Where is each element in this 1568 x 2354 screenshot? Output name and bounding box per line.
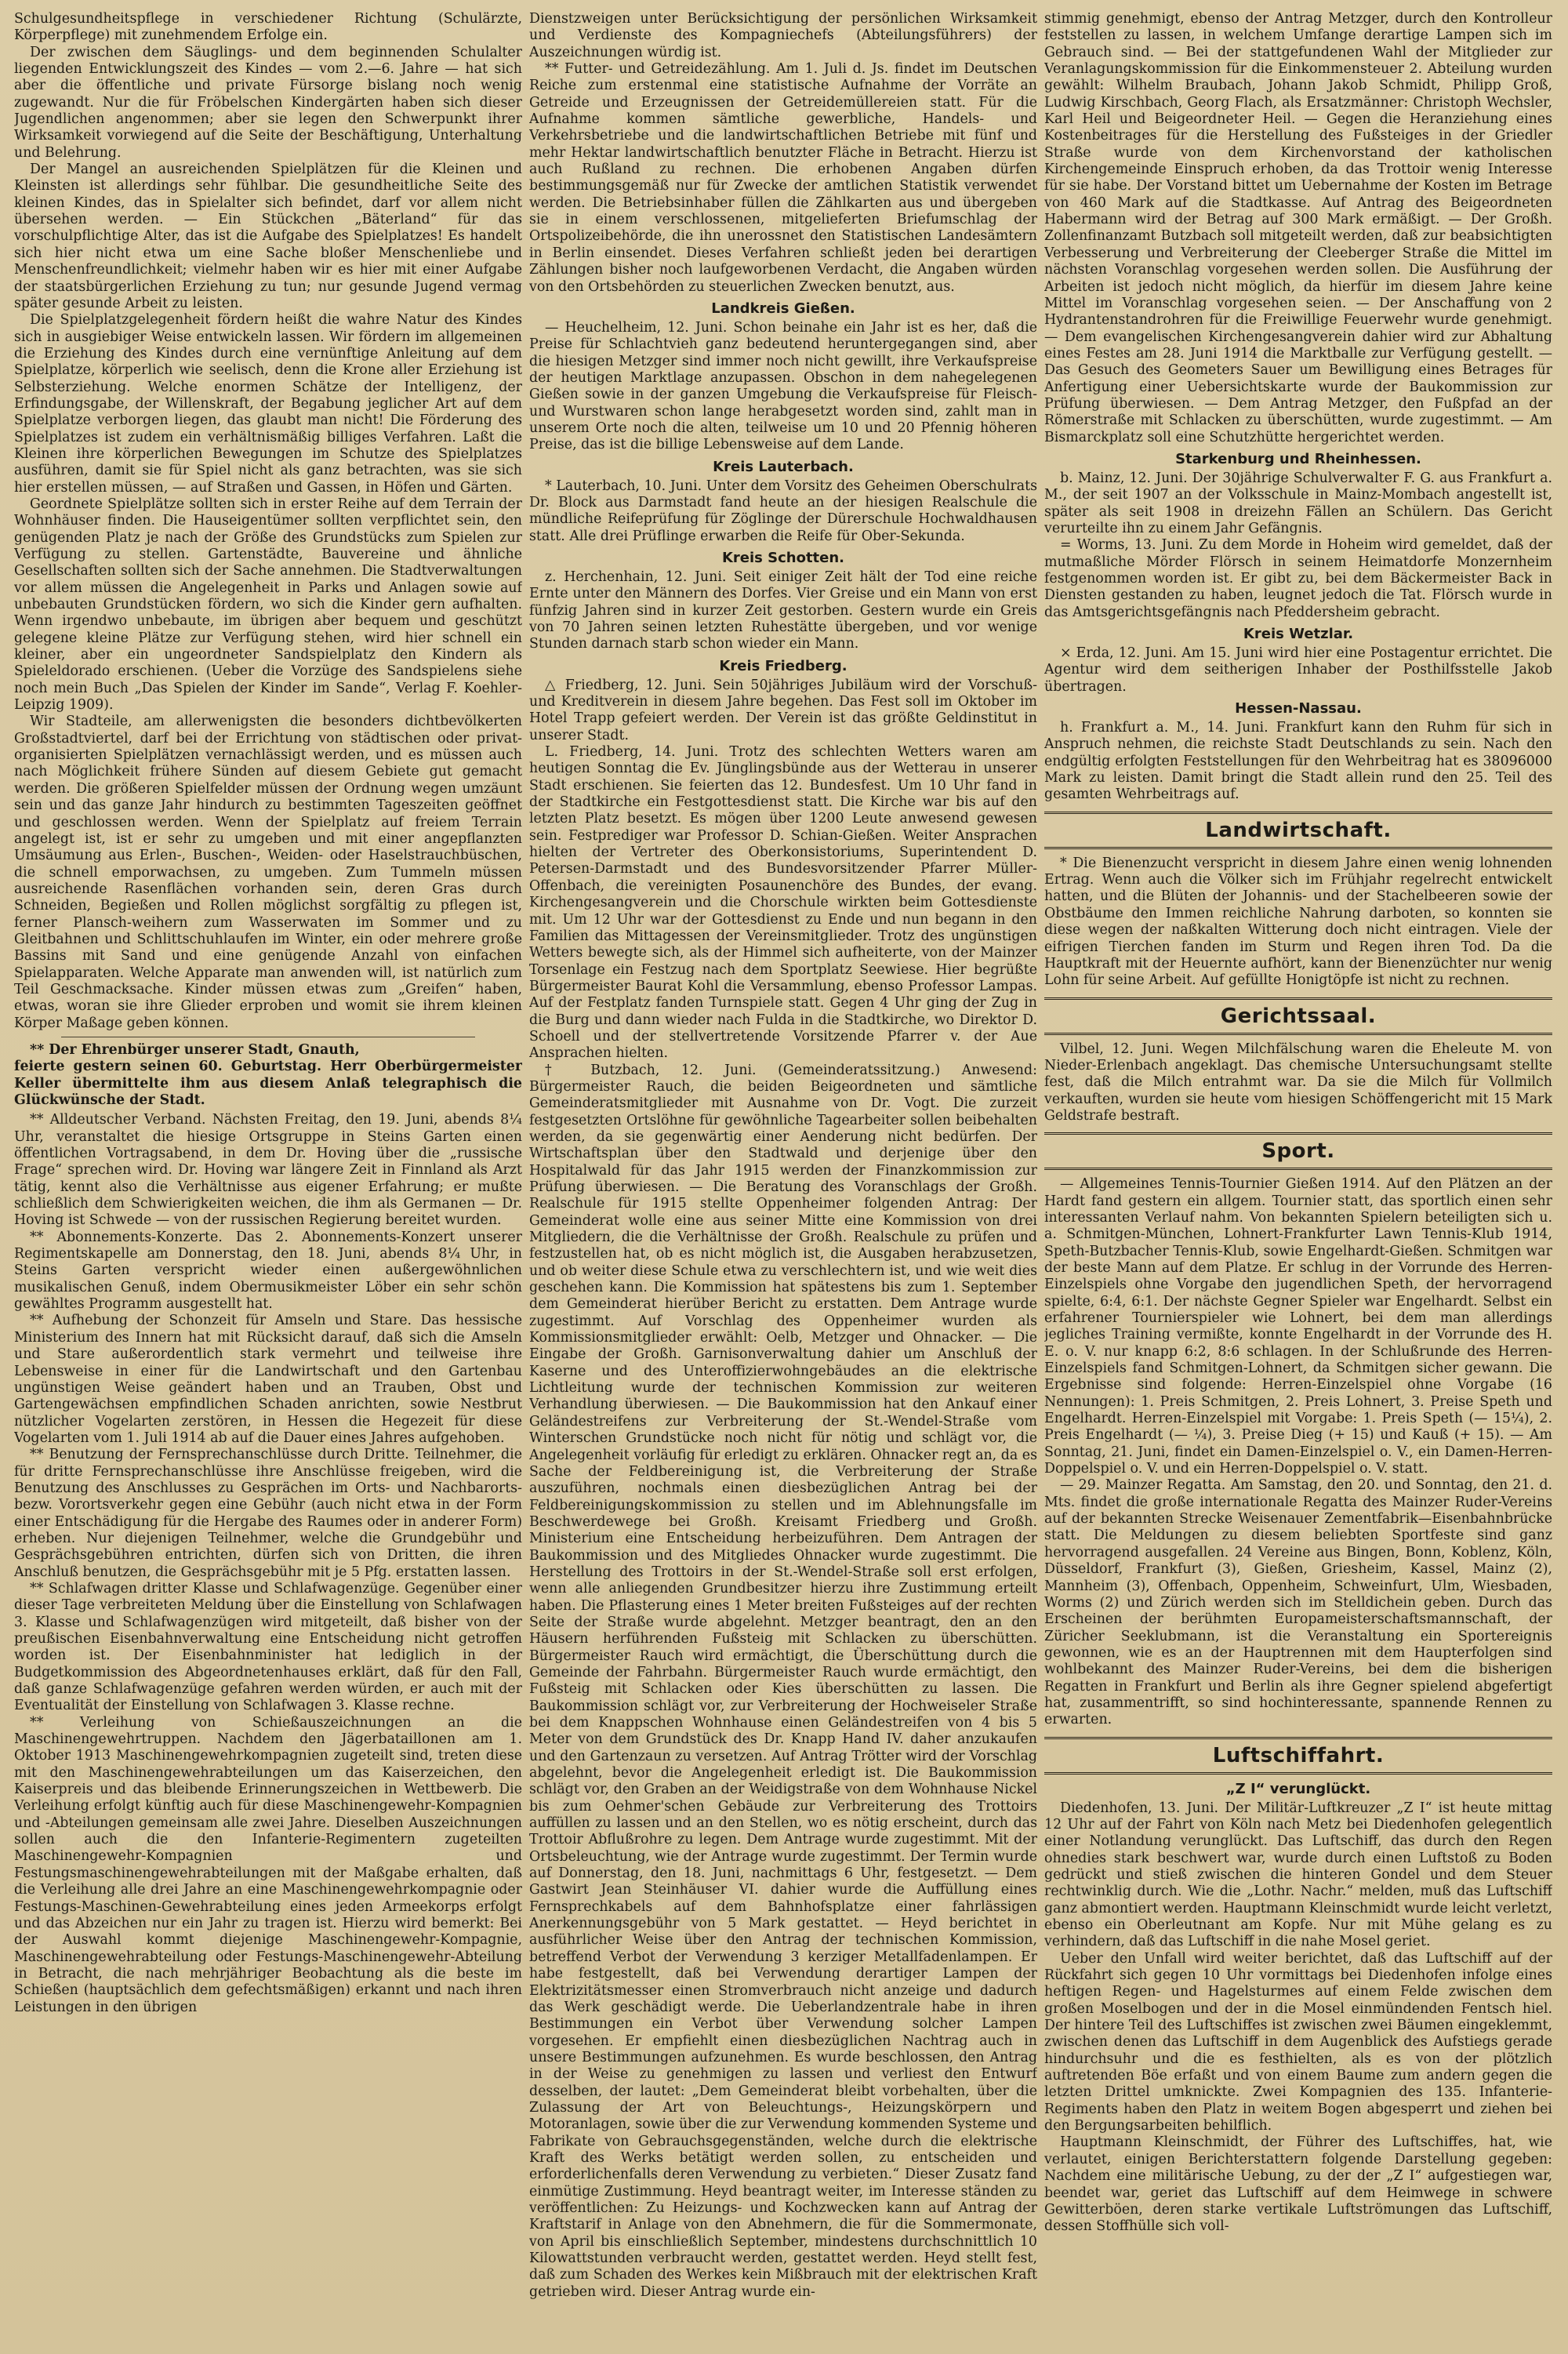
news-item: × Erda, 12. Juni. Am 15. Juni wird hier eine Postagentur errichtet. Die Agentur wird dem seitherigen Inhaber der Posthilfsstelle Jakob übertragen. [1044,645,1552,695]
article-paragraph: Die Spielplatzgelegenheit fördern heißt die wahre Natur des Kindes sich in ausgiebiger Weise entwickeln lassen. Wir fördern im allgemeinen die Erziehung des Kindes durch eine vernünftige Anleitung auf dem Spielplatze, körperlich wie seelisch, denn die Krone aller Erziehung ist Selbsterziehung. Welche enormen Schätze der Intelligenz, der Erfindungsgabe, der Willenskraft, der Begabung jeglicher Art auf dem Spielplatze verborgen liegen, das glaubt man nicht! Die Förderung des Spielplatzes ist zudem ein verhältnismäßig billiges Verfahren. Laßt die Kleinen ihre körperlichen Bewegungen im Schutze des Spielplatzes ausführen, damit sie für Spiel nicht als ganz betrachten, was sie sich hier erstellen müssen, — auf Straßen und Gassen, in Höfen und Gärten. [14,312,522,496]
news-item: ** Benutzung der Fernsprechanschlüsse durch Dritte. Teilnehmer, die für dritte Fernsprechanschlüsse ihre Anschlüsse freigeben, wird die Benutzung des Anschlusses zu Gesprächen im Orts- und Nachbarorts- bezw. Vorortsverkehr gegen eine Gebühr (auch nicht etwa in der Form einer Entschädigung für die Hergabe des Raumes oder in anderer Form) erheben. Nur diejenigen Teilnehmer, welche die Grundgebühr und Gesprächsgebühren entrichten, dürfen sich von Dritten, die ihren Anschluß benutzen, die Gesprächsgebühr mit je 5 Pfg. erstatten lassen. [14,1447,522,1580]
news-item: † Butzbach, 12. Juni. (Gemeinderatssitzung.) Anwesend: Bürgermeister Rauch, die beiden Beigeordneten und sämtliche Gemeinderatsmitglieder mit Ausnahme von Dr. Vogt. Die zurzeit festgesetzten Ortslöhne für gewöhnliche Tagearbeiter sollen beibehalten werden, da sie gegenwärtig einer Aenderung nicht bedürfen. Der Wirtschaftsplan über den Stadtwald und derjenige über den Hospitalwald für das Jahr 1915 werden der Finanzkommission zur Prüfung überwiesen. — Die Beratung des Voranschlags der Großh. Realschule für 1915 stellte Oppenheimer folgenden Antrag: Der Gemeinderat wolle eine aus seiner Mitte eine Kommission von drei Mitgliedern, die die Verhältnisse der Großh. Realschule zu prüfen und festzustellen hat, ob es nicht möglich ist, die Ausgaben herabzusetzen, und ob weiter diese Schule etwa zu verschlechtern ist, und wie weit dies geschehen kann. Die Kommission hat spätestens bis zum 1. September dem Gemeinderat hierüber Bericht zu erstatten. Dem Antrage wurde zugestimmt. Auf Vorschlag des Oppenheimer wurden als Kommissionsmitglieder erwählt: Oelb, Metzger und Ohnacker. — Die Eingabe der Großh. Garnisonverwaltung dahier um Anschluß der Kaserne und des Unteroffizierwohngebäudes an die elektrische Lichtleitung wurde der technischen Kommission zur weiteren Verhandlung überwiesen. — Die Baukommission hat den Ankauf einer Geländestreifens zur Verbreiterung der St.-Wendel-Straße vom Winterschen Grundstücke noch nicht für nötig und schlägt vor, die Angelegenheit vorläufig für erledigt zu erklären. Ohnacker regt an, da es Sache der Feldbereinigung ist, die Verbreiterung der Straße auszuführen, nochmals einen diesbezüglichen Antrag bei der Feldbereinigungskommission zu stellen und im Ablehnungsfalle im Beschwerdewege bei Großh. Kreisamt Friedberg und Großh. Ministerium eine Entscheidung herbeizuführen. Dem Antragen der Baukommission und des Mitgliedes Ohnacker wurde zugestimmt. Die Herstellung des Trottoirs in der St.-Wendel-Straße soll erst erfolgen, wenn alle anliegenden Grundbesitzer hierzu ihre Zustimmung erteilt haben. Die Pflasterung eines 1 Meter breiten Fußsteiges auf der rechten Seite der Straße wurde abgelehnt. Metzger beantragt, den an den Häusern herführenden Fußsteig mit Schlacken zu überschütten. Bürgermeister Rauch wird ermächtigt, die Überschüttung durch die Gemeinde der Fahrbahn. Bürgermeister Rauch wurde ermächtigt, den Fußsteig mit Schlacken oder Kies überschütten zu lassen. Die Baukommission schlägt vor, zur Verbreiterung der Hochweiseler Straße bei dem Knappschen Wohnhause einen Geländestreifen von 4 bis 5 Meter von dem Grundstück des Dr. Knapp Hand IV. daher anzukaufen und den Gartenzaun zu versetzen. Auf Antrag Trötter wird der Vorschlag abgelehnt, bevor die Angelegenheit erledigt ist. Die Baukommission schlägt vor, den Graben an der Weidigstraße von dem Wohnhause Nickel bis zum Oehmer'schen Gebäude zur Verbreiterung des Trottoirs auffüllen zu lassen und an den Stellen, wo es nötig erscheint, durch das Trottoir Abflußrohre zu legen. Dem Antrage wurde zugestimmt. Mit der Ortsbeleuchtung, wie der Antrage wurde zugestimmt. Der Termin wurde auf Donnerstag, den 18. Juni, nachmittags 6 Uhr, festgesetzt. — Dem Gastwirt Jean Steinhäuser VI. dahier wurde die Auffüllung eines Fernsprechkabels auf dem Bahnhofsplatze einer fahrlässigen Anerkennungsgebühr von 5 Mark gestattet. — Heyd berichtet in ausführlicher Weise über den Antrag der technischen Kommission, betreffend Verbot der Verwendung 3 kerziger Metallfadenlampen. Er habe festgestellt, daß bei Verwendung derartiger Lampen der Elektrizitätsmesser einen Stromverbrauch nicht anzeige und dadurch das Werk geschädigt werde. Die Ueberlandzentrale habe in ihren Bestimmungen ein Verbot über Verwendung solcher Lampen vorgesehen. Er empfiehlt einen diesbezüglichen Nachtrag auch in unsere Bestimmungen aufzunehmen. Es wurde beschlossen, den Antrag in der Weise zu genehmigen zu lassen und verliest den Entwurf desselben, der lautet: „Dem Gemeinderat bleibt vorbehalten, über die Zulassung der Art von Beleuchtungs-, Heizungskörpern und Motoranlagen, sowie über die zur Verwendung kommenden Systeme und Fabrikate von Gebrauchsgegenständen, welche durch die elektrische Kraft des Werks betätigt werden sollen, zu entscheiden und erforderlichenfalls deren Verwendung zu verbieten.“ Dieser Zusatz fand einmütige Zustimmung. Heyd beantragt weiter, im Interesse ständen zu veröffentlichen: Zu Heizungs- und Kochzwecken kann auf Antrag der Kraftstarif in Anlage von den Abnehmern, die für die Sommermonate, von April bis einschließlich September, mindestens durchschnittlich 10 Kilowattstunden verbraucht werden, gestattet werden. Heyd stellt fest, daß zum Schaden des Werkes kein Mißbrauch mit der elektrischen Kraft getrieben wird. Dieser Antrag wurde ein- [529,1062,1037,2300]
district-heading: Starkenburg und Rheinhessen. [1175,450,1421,467]
news-item: ** Abonnements-Konzerte. Das 2. Abonnements-Konzert unserer Regimentskapelle am Donnerstag, den 18. Juni, abends 8¼ Uhr, in Steins Garten verspricht wieder einen außergewöhnlichen musikalischen Genuß, indem Obermusikmeister Löber ein sehr schön gewähltes Programm ausgestellt hat. [14,1229,522,1313]
article-paragraph: Der zwischen dem Säuglings- und dem beginnenden Schulalter liegenden Entwicklungszeit des Kindes — vom 2.—6. Jahre — hat sich aber die öffentliche und private Fürsorge bislang noch wenig zugewandt. Nur die für Fröbelschen Kindergärten haben sich dieser Jugendlichen angenommen; aber sie legen den Schwerpunkt ihrer Wirksamkeit vorwiegend auf die Seite der Beschäftigung, Unterhaltung und Belehrung. [14,44,522,161]
section-box [1044,997,1552,1035]
news-item: * Lauterbach, 10. Juni. Unter dem Vorsitz des Geheimen Oberschulrats Dr. Block aus Darmstadt fand heute an der hiesigen Realschule die mündliche Reifeprüfung für Zöglinge der Dürerschule Hochwaldhausen statt. Alle drei Prüflinge erwarben die Reife für Ober-Sekunda. [529,478,1037,544]
article-paragraph: Schulgesundheitspflege in verschiedener Richtung (Schulärzte, Körperpflege) mit zunehmendem Erfolge ein. [14,11,522,44]
district-heading: Kreis Friedberg. [719,657,848,674]
column-right [1044,11,1552,2340]
news-item: Ueber den Unfall wird weiter berichtet, daß das Luftschiff auf der Rückfahrt sich gegen 10 Uhr vormittags bei Diedenhofen infolge eines heftigen Regen- und Hagelsturmes auf einem Felde zwischen dem großen Moselbogen und der in die Mosel einmündenden Fentsch hiel. Der hintere Teil des Luftschiffes ist zwischen zwei Bäumen eingeklemmt, zwischen denen das Luftschiff in dem Augenblick des Aufstiegs gerade hindurchsuhr und die es festhielten, als es von der plötzlich auftretenden Böe erfaßt und von einem Baume zum andern gegen die letzten Drittel umknickte. Zwei Kompagnien des 135. Infanterie-Regiments haben den Platz in weitem Bogen abgesperrt und ziehen bei den Bergungsarbeiten behilflich. [1044,1950,1552,2134]
news-item: — Heuchelheim, 12. Juni. Schon beinahe ein Jahr ist es her, daß die Preise für Schlachtvieh ganz bedeutend heruntergegangen sind, aber die hiesigen Metzger sind immer noch nicht gewillt, ihre Verkaufspreise der heutigen Marktlage anzupassen. Obschon in dem nahegelegenen Gießen sowie in der ganzen Umgebung die Verkaufspreise für Fleisch- und Wurstwaren schon lange herabgesetzt worden sind, zahlt man in unserem Orte noch die alten, teilweise um 10 und 20 Pfennig höheren Preise, das ist die billige Lebensweise auf dem Lande. [529,319,1037,453]
section-box [1044,1132,1552,1170]
district-heading: Hessen-Nassau. [1235,700,1362,717]
news-item: ** Futter- und Getreidezählung. Am 1. Juli d. Js. findet im Deutschen Reiche zum erstenmal eine statistische Aufnahme der Vorräte an Getreide und Erzeugnissen der Getreidemüllereien statt. Für die Aufnahme kommen sämtliche gewerbliche, Handels- und Verkehrsbetriebe und die landwirtschaftlichen Betriebe mit fünf und mehr Hektar landwirtschaftlich benutzter Fläche in Betracht. Hierzu ist auch Rußland zu rechnen. Die erhobenen Angaben dürfen bestimmungsgemäß nur für Zwecke der amtlichen Statistik verwendet werden. Die Betriebsinhaber füllen die Zählkarten aus und übergeben sie in einem verschlossenen, mitgelieferten Briefumschlag der Ortspolizeibehörde, die ihn unerossnet den Statistischen Landesämtern in Berlin einsendet. Dieses Verfahren schließt jeden bei derartigen Zählungen bisher noch laufgeworbenen Verdacht, die Angaben würden von den Ortsbehörden zu steuerlichen Zwecken benutzt, aus. [529,61,1037,295]
section-box [1044,1737,1552,1775]
section-box [1044,812,1552,849]
news-item: h. Frankfurt a. M., 14. Juni. Frankfurt kann den Ruhm für sich in Anspruch nehmen, die reichste Stadt Deutschlands zu sein. Nach den endgültig erfolgten Feststellungen für den Wehrbeitrag hat es 38096000 Mark zu leisten. Damit bringt die Stadt allein rund den 25. Teil des gesamten Wehrbeitrags auf. [1044,720,1552,803]
district-heading: Landkreis Gießen. [711,300,855,317]
news-item: ** Schlafwagen dritter Klasse und Schlafwagenzüge. Gegenüber einer dieser Tage verbreiteten Meldung über die Einstellung von Schlafwagen 3. Klasse und Schlafwagenzügen wird mitgeteilt, daß bisher von der preußischen Eisenbahnverwaltung eine Entscheidung nicht getroffen worden ist. Der Eisenbahnminister hat lediglich in der Budgetkommission des Abgeordnetenhauses erklärt, daß für den Fall, daß ganze Schlafwagenzüge gefahren werden würden, er auch mit der Eventualität der Einstellung von Schlafwagen 3. Klasse rechne. [14,1580,522,1714]
section-heading: Landwirtschaft. [1205,818,1392,842]
article-paragraph: Geordnete Spielplätze sollten sich in erster Reihe auf dem Terrain der Wohnhäuser finden. Die Hauseigentümer sollten verpflichtet sein, den genügenden Platz je nach der Größe des Grundstücks zum Spielen zur Verfügung zu stellen. Gartenstädte, Bauvereine und ähnliche Gesellschaften sollten sich der Sache annehmen. Die Stadtverwaltungen vor allem müssen die Angelegenheit in Parks und Anlagen sowie auf unbebauten Grundstücken fördern, wo sich die Kinder gern aufhalten. Wenn irgendwo unbebaute, im übrigen aber bequem und geschützt gelegene kleine Plätze zur Verfügung stehen, wird hier schnell ein kleiner, aber ein ungeordneter Sandspielplatz den Kindern als Spieleldorado erschienen. (Ueber die Vorzüge des Sandspielens siehe noch mein Buch „Das Spielen der Kinder im Sande“, Verlag F. Koehler-Leipzig 1909). [14,496,522,714]
news-item: ** Alldeutscher Verband. Nächsten Freitag, den 19. Juni, abends 8¼ Uhr, veranstaltet die hiesige Ortsgruppe in Steins Garten einen öffentlichen Vortragsabend, in dem Dr. Hoving über die „russische Frage“ sprechen wird. Dr. Hoving war längere Zeit in Finnland als Arzt tätig, kennt also die Verhältnisse aus eigener Erfahrung; er mußte schließlich dem Schwierigkeiten weichen, die ihm als Germanen — Dr. Hoving ist Schwede — von der russischen Regierung bereitet wurden. [14,1112,522,1229]
news-item-lead: ** Der Ehrenbürger unserer Stadt, Gnauth, [30,1041,360,1058]
news-item: * Die Bienenzucht verspricht in diesem Jahre einen wenig lohnenden Ertrag. Wenn auch die Völker sich im Frühjahr regelrecht entwickelt hatten, und die Blüten der Johannis- und der Stachelbeeren sowie der Obstbäume den Immen reichliche Nahrung darboten, so konnten sie diese wegen der naßkalten Witterung doch nicht eintragen. Viele der eifrigen Tierchen fanden im Sturm und Regen ihren Tod. Da die Hauptkraft mit der Heuernte aufhört, kann der Bienenzüchter nur wenig Lohn für seine Arbeit. Auf gefüllte Honigtöpfe ist nicht zu rechnen. [1044,855,1552,989]
news-item: — 29. Mainzer Regatta. Am Samstag, den 20. und Sonntag, den 21. d. Mts. findet die große internationale Regatta des Mainzer Ruder-Vereins auf der bekannten Strecke Weisenauer Zementfabrik—Eisenbahnbrücke statt. Die Meldungen zu diesem beliebten Sportfeste sind ganz hervorragend ausgefallen. 24 Vereine aus Bingen, Bonn, Koblenz, Köln, Düsseldorf, Frankfurt (3), Gießen, Griesheim, Kassel, Mainz (2), Mannheim (3), Offenbach, Oppenheim, Schweinfurt, Ulm, Wiesbaden, Worms (2) und Zürich werden sich im Stelldichein geben. Durch das Erscheinen der berühmten Europameisterschaftsmannschaft, der Züricher Seeklubmann, ist die Veranstaltung ein Sportereignis gewonnen, wie es an der Hauptrennen mit dem Haupterfolgen sind wohlbekannt des Mainzer Ruder-Vereins, bei dem die bisherigen Regatten in Frankfurt und Berlin als ihre Gegner spielend abgefertigt hat, zusammentrifft, so sind hochinteressante, spannende Rennen zu erwarten. [1044,1477,1552,1728]
district-heading: Kreis Lauterbach. [713,458,854,475]
news-item: ** Verleihung von Schießauszeichnungen an die Maschinengewehrtruppen. Nachdem den Jägerbataillonen am 1. Oktober 1913 Maschinengewehrkompagnien zugeteilt sind, treten diese mit den Maschinengewehrabteilungen um das Kaiserzeichen, den Kaiserpreis und das bleibende Erinnerungszeichen in Wettbewerb. Die Verleihung erfolgt künftig auch für diese Maschinengewehr-Kompagnien und -Abteilungen gemeinsam alle zwei Jahre. Dieselben Auszeichnungen sollen auch die den Infanterie-Regimentern zugeteilten Maschinengewehr-Kompagnien und Festungsmaschinengewehrabteilungen mit der Maßgabe erhalten, daß die Verleihung alle drei Jahre an eine Maschinengewehrkompagnie oder Festungs-Maschinen-Gewehrabteilung eines jeden Armeekorps erfolgt und das Abzeichen nur ein Jahr zu tragen ist. Hierzu wird bemerkt: Bei der Auswahl kommt diejenige Maschinengewehr-Kompagnie, Maschinengewehrabteilung oder Festungs-Maschinengewehr-Abteilung in Betracht, die nach mehrjähriger Beobachtung als die beste im Schießen (hauptsächlich dem gefechtsmäßigen) erkannt und nach ihren Leistungen in den übrigen [14,1714,522,2015]
news-item: L. Friedberg, 14. Juni. Trotz des schlechten Wetters waren am heutigen Sonntag die Ev. Jünglingsbünde aus der Wetterau in unserer Stadt erschienen. Sie feierten das 12. Bundesfest. Um 10 Uhr fand in der Stadtkirche ein Festgottesdienst statt. Die Kirche war bis auf den letzten Platz besetzt. Es mögen über 1200 Leute anwesend gewesen sein. Festprediger war Professor D. Schian-Gießen. Weiter Ansprachen hielten der Vertreter des Oberkonsistoriums, Superintendent D. Petersen-Darmstadt und des Bundesvorsitzender Pfarrer Müller-Offenbach, die vereinigten Posaunenchöre des Bundes, der evang. Kirchengesangverein und die Chorschule wirkten beim Gottesdienste mit. Um 12 Uhr war der Gottesdienst zu Ende und nun begann in den Familien das Mittagessen der Vereinsmitglieder. Trotz des ungünstigen Wetters bewegte sich, als der Himmel sich aufheiterte, von der Mainzer Torsenlage ein Festzug nach dem Sportplatz Seewiese. Hier begrüßte Bürgermeister Baurat Kohl die Versammlung, ebenso Professor Lampas. Auf der Festplatz fanden Turnspiele statt. Gegen 4 Uhr ging der Zug in die Burg und dann wieder nach Fulda in die Stadtkirche, wo Direktor D. Schoell und der stellvertretende Vorsitzende Pfarrer v. der Aue Ansprachen hielten. [529,744,1037,1062]
article-title: „Z I“ verunglückt. [1225,1780,1371,1797]
news-item: △ Friedberg, 12. Juni. Sein 50jähriges Jubiläum wird der Vorschuß- und Kreditverein in diesem Jahre begehen. Das Fest soll im Oktober im Hotel Trapp gefeiert werden. Der Verein ist das größte Geldinstitut in unserer Stadt. [529,677,1037,743]
section-heading: Luftschiffahrt. [1212,1743,1385,1767]
section-heading: Gerichtssaal. [1220,1004,1377,1028]
article-paragraph: Der Mangel an ausreichenden Spielplätzen für die Kleinen und Kleinsten ist allerdings sehr fühlbar. Die gesundheitliche Seite des kleinen Kindes, das in Spielalter sich befindet, darf vor allem nicht übersehen werden. — Ein Stückchen „Bäterland“ für das vorschulpflichtige Alter, das ist die Aufgabe des Spielplatzes! Es handelt sich hier nicht etwa um eine Sache bloßer Menschenliebe und Menschenfreundlichkeit; vielmehr haben wir es hier mit einer Aufgabe der staatsbürgerlichen Erziehung zu tun; nur gesunde Jugend vermag später gesunde Arbeit zu leisten. [14,162,522,311]
article-paragraph: Wir Stadteile, am allerwenigsten die besonders dichtbevölkerten Großstadtviertel, darf bei der Errichtung von städtischen oder privat-organisierten Spielplätzen vernachlässigt werden, und es müssen auch nach Möglichkeit frühere Sünden auf diesem Gebiete gut gemacht werden. Die größeren Spielfelder müssen der Ordnung wegen umzäunt sein und das ganze Jahr hindurch zu bestimmten Tageszeiten geöffnet und geschlossen werden. Wenn der Spielplatz auf freiem Terrain angelegt ist, ist er sehr zu umgeben und mit einer angepflanzten Umsäumung aus Erlen-, Buschen-, Weiden- oder Haselstrauchbüschen, die schnell emporwachsen, zu umgeben. Zum Tummeln müssen ausreichende Rasenflächen vorhanden sein, deren Gras durch Schneiden, Begießen und Rollen möglichst sorgfältig zu pflegen ist, ferner Plansch-weihern zum Wasserwaten im Sommer und zu Gleitbahnen und Schlittschuhlaufen im Winter, ein oder mehrere große Bassins mit Sand und eine genügende Anzahl von einfachen Spielapparaten. Welche Apparate man anwenden will, ist natürlich zum Teil Geschmacksache. Kinder müssen etwas zum „Greifen“ haben, etwas, woran sie ihre Glieder erproben und womit sie ihrem kleinen Körper Maßage geben können. [14,714,522,1031]
news-item: z. Herchenhain, 12. Juni. Seit einiger Zeit hält der Tod eine reiche Ernte unter den Männern des Dorfes. Vier Greise und ein Mann von erst fünfzig Jahren sind in kurzer Zeit gestorben. Gestern wurde ein Greis von 70 Jahren seinen letzten Ruhestätte übergeben, und vor wenige Stunden darnach starb schon wieder ein Mann. [529,569,1037,652]
news-item: Hauptmann Kleinschmidt, der Führer des Luftschiffes, hat, wie verlautet, einigen Berichterstattern folgende Darstellung gegeben: Nachdem eine militärische Uebung, zu der der „Z I“ aufgestiegen war, beendet war, geriet das Luftschiff auf dem Heimwege in schwere Gewitterböen, deren starke vertikale Luftströmungen das Luftschiff, dessen Stoffhülle sich voll- [1044,2134,1552,2235]
news-item: b. Mainz, 12. Juni. Der 30jährige Schulverwalter F. G. aus Frankfurt a. M., der seit 1907 an der Volksschule in Mainz-Mombach angestellt ist, später als seit 1908 in dreizehn Fällen an Schülern. Das Gericht verurteilte ihn zu einem Jahr Gefängnis. [1044,470,1552,536]
news-item: — Allgemeines Tennis-Tournier Gießen 1914. Auf den Plätzen an der Hardt fand gestern ein allgem. Tournier statt, das sportlich einen sehr interessanten Verlauf nahm. Von bekannten Spielern beteiligten sich u. a. Schmitgen-München, Lohnert-Frankfurter Lawn Tennis-Klub 1914, Speth-Butzbacher Tennis-Klub, sowie Engelhardt-Gießen. Schmitgen war der beste Mann auf dem Platze. Er schlug in der Vorrunde des Herren-Einzelspiels ohne Vorgabe den jugendlichen Speth, der hervorragend spielte, 6:4, 6:1. Der nächste Gegner Spieler war Engelhardt. Selbst ein erfahrener Tournierspieler wie Lohnert, bei dem man allerdings jegliches Training vermißte, konnte Engelhardt in der Vorrunde des H. E. o. V. nur knapp 6:2, 8:6 schlagen. In der Schlußrunde des Herren-Einzelspiels fand Schmitgen-Lohnert, da Schmitgen sicher gewann. Die Ergebnisse sind folgende: Herren-Einzelspiel ohne Vorgabe (16 Nennungen): 1. Preis Schmitgen, 2. Preis Lohnert, 3. Preise Speth und Engelhardt. Herren-Einzelspiel mit Vorgabe: 1. Preis Speth (— 15¼), 2. Preis Engelhardt (— ¼), 3. Preise Dieg (+ 15) und Kauß (+ 15). — Am Sonntag, 21. Juni, findet ein Damen-Einzelspiel o. V., ein Damen-Herren-Doppelspiel o. V. und ein Herren-Doppelspiel o. V. statt. [1044,1176,1552,1477]
news-item: Diedenhofen, 13. Juni. Der Militär-Luftkreuzer „Z I“ ist heute mittag 12 Uhr auf der Fahrt von Köln nach Metz bei Diedenhofen gelegentlich einer Notlandung verunglückt. Das Luftschiff, das durch den Regen ohnedies stark beschwert war, wurde durch einen Luftstoß zu Boden gedrückt und stieß zwischen die hinteren Gondel und dem Steuer rechtwinklig durch. Wie die „Lothr. Nachr.“ melden, muß das Luftschiff ganz abmontiert werden. Hauptmann Kleinschmidt wurde leicht verletzt, ebenso ein Oberleutnant am Kopfe. Nur mit Mühe gelang es zu verhindern, daß das Luftschiff in die nahe Mosel geriet. [1044,1800,1552,1950]
news-item: ** Aufhebung der Schonzeit für Amseln und Stare. Das hessische Ministerium des Innern hat mit Rücksicht darauf, daß sich die Amseln und Stare außerordentlich stark vermehrt und teilweise ihre Lebensweise in einer für die Landwirtschaft und den Gartenbau ungünstigen Weise geändert haben und an Trauben, Obst und Gartengewächsen empfindlichen Schaden anrichten, sowie Nestbrut nützlicher Vogelarten zerstören, in Hessen die Hegezeit für diese Vogelarten vom 1. Juli 1914 ab auf die Dauer eines Jahres aufgehoben. [14,1313,522,1446]
news-item: = Worms, 13. Juni. Zu dem Morde in Hoheim wird gemeldet, daß der mutmaßliche Mörder Flörsch in seinem Heimatdorfe Monzernheim festgenommen worden ist. Er gibt zu, bei dem Bäckermeister Back in Diensten gestanden zu haben, leugnet jedoch die Tat. Flörsch wurde in das Amtsgerichtsgefängnis nach Pfeddersheim gebracht. [1044,537,1552,620]
column-left [14,11,522,2340]
news-item: Vilbel, 12. Juni. Wegen Milchfälschung waren die Eheleute M. von Nieder-Erlenbach angeklagt. Das chemische Untersuchungsamt stellte fest, daß die Milch entrahmt war. Da sie die Milch für Vollmilch verkauften, wurden sie heute vom hiesigen Schöffengericht mit 15 Mark Geldstrafe bestraft. [1044,1041,1552,1124]
district-heading: Kreis Wetzlar. [1243,626,1354,643]
district-heading: Kreis Schotten. [721,549,845,566]
article-paragraph: Dienstzweigen unter Berücksichtigung der persönlichen Wirksamkeit und Verdienste des Kompagniechefs (Abteilungsführers) der Auszeichnungen würdig ist. [529,11,1037,60]
article-paragraph: stimmig genehmigt, ebenso der Antrag Metzger, durch den Kontrolleur feststellen zu lassen, in welchem Umfange derartige Lampen sich im Gebrauch sind. — Bei der stattgefundenen Wahl der Mitglieder zur Veranlagungskommission für die Einkommensteuer 2. Abteilung wurden gewählt: Wilhelm Braubach, Johann Jakob Schmidt, Philipp Groß, Ludwig Kirschbach, Georg Flach, als Ersatzmänner: Christoph Wechsler, Karl Heil und Beigeordneter Heil. — Gegen die Heranziehung eines Kostenbeitrages für die Herstellung des Fußsteiges in der Griedler Straße wurde von dem Kirchenvorstand der katholischen Kirchengemeinde Einspruch erhoben, da das Trottoir wenig Interesse für sie habe. Der Vorstand bittet um Uebernahme der Kosten im Betrage von 460 Mark auf die Stadtkasse. Auf Antrag des Beigeordneten Habermann wird der Betrag auf 300 Mark ermäßigt. — Der Großh. Zollenfinanzamt Butzbach soll mitgeteilt werden, daß zur beabsichtigten Verbesserung und Verbreiterung der Cleeberger Straße die Mittel im nächsten Voranschlag vorgesehen werden sollen. Die Ausführung der Arbeiten ist jedoch nicht möglich, da hierfür im diesem Jahre keine Mittel im Voranschlag vorgesehen seien. — Der Anschaffung von 2 Hydrantenstandrohren für die Freiwillige Feuerwehr wurde genehmigt. — Dem evangelischen Kirchengesangverein dahier wird zur Abhaltung eines Festes am 28. Juni 1914 die Marktballe zur Verfügung gestellt. — Das Gesuch des Geometers Sauer um Bewilligung eines Betrages für Anfertigung einer Uebersichtskarte wurde der Baukommission zur Prüfung überwiesen. — Dem Antrag Metzger, den Fußpfad an der Römerstraße mit Schlacken zu überschütten, wurde zugestimmt. — Am Bismarckplatz soll eine Schutzhütte hergerichtet werden. [1044,11,1552,445]
column-middle [529,11,1037,2340]
news-item: feierte gestern seinen 60. Geburtstag. Herr Oberbürgermeister Keller übermittelte ihm aus diesem Anlaß telegraphisch die Glückwünsche der Stadt. [14,1059,522,1108]
section-heading: Sport. [1261,1139,1335,1164]
